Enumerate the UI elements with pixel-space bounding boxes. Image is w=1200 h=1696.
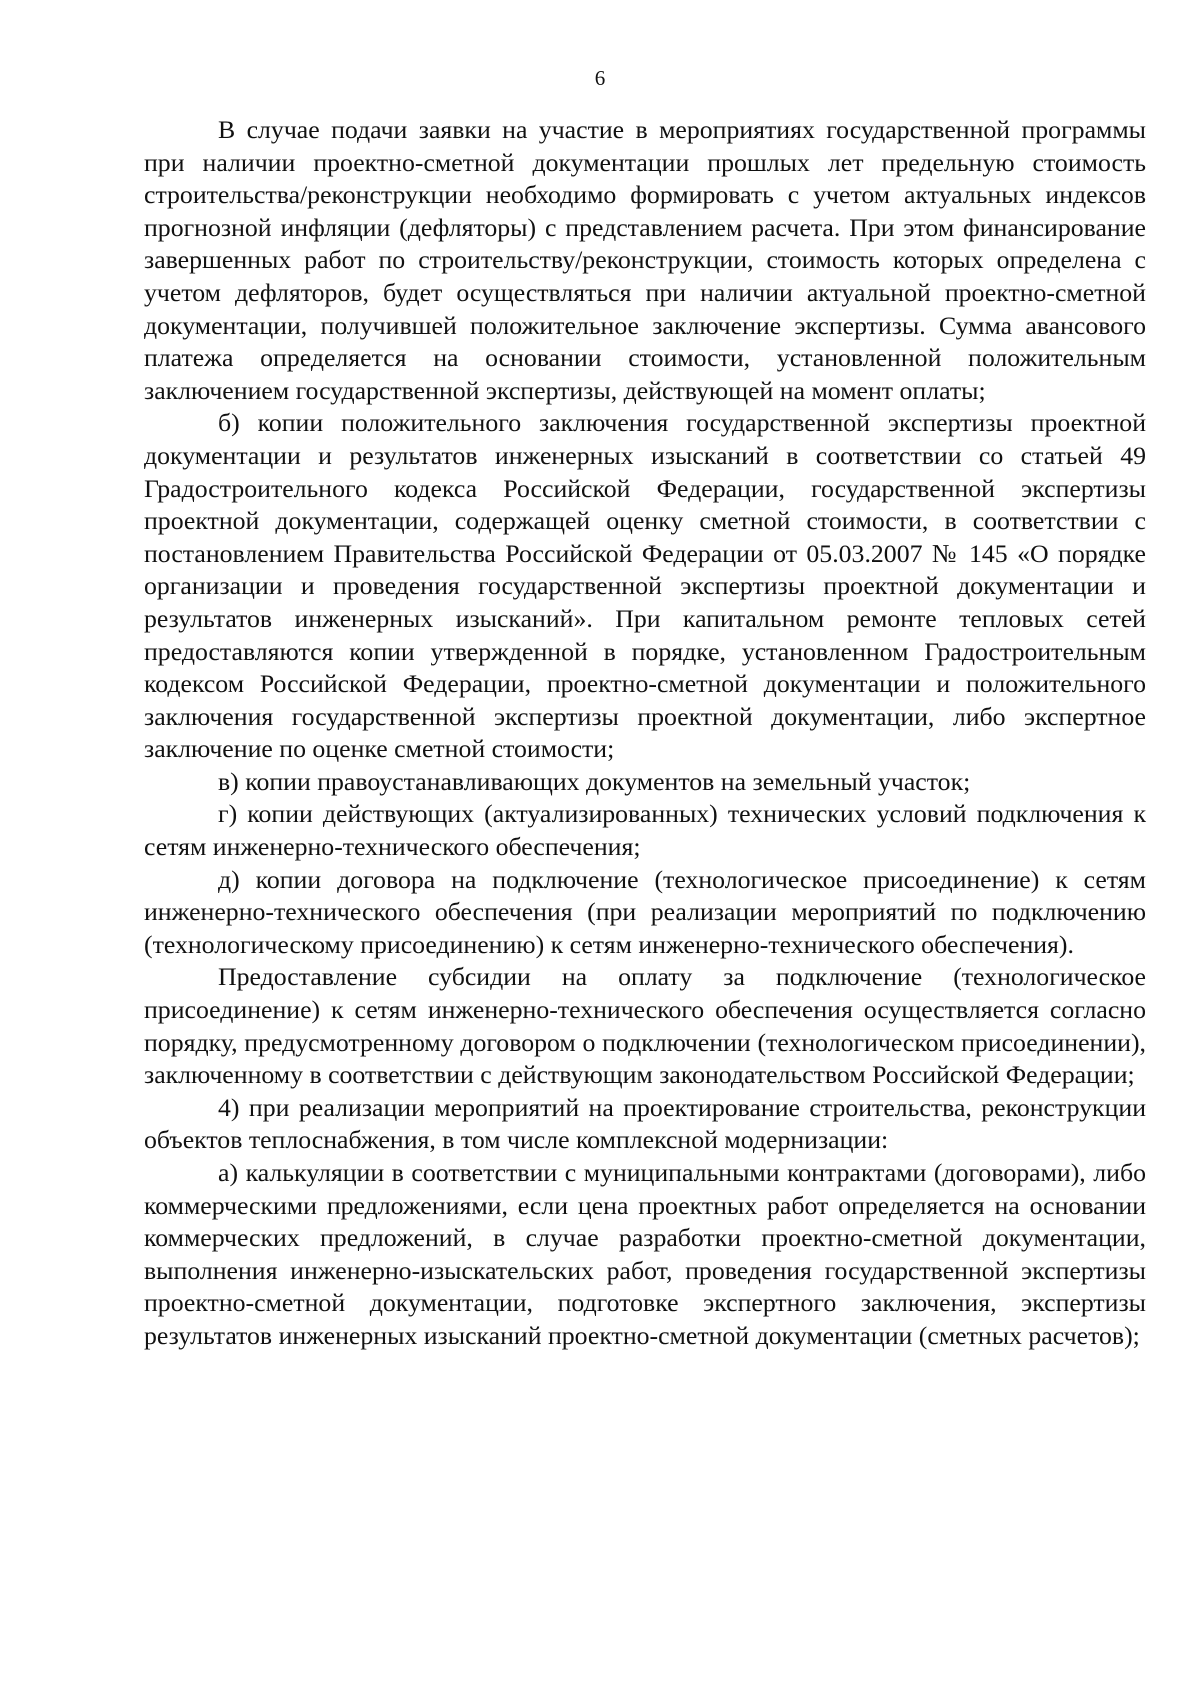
paragraph-item-d: д) копии договора на подключение (технологическое присоединение) к сетям инженерно-технического обеспечения (при реализации мероприятий по подключению (технологическому присоединению) к сетям инженерно-технического обеспечения).: [144, 864, 1146, 959]
page-number: 6: [594, 66, 606, 90]
paragraph-deflators: В случае подачи заявки на участие в мероприятиях государственной программы при наличии проектно-сметной документации прошлых лет предельную стоимость строительства/реконструкции необходимо формировать с учетом актуальных индексов прогнозной инфляции (дефляторы) с представлением расчета. При этом финансирование завершенных работ по строительству/реконструкции, стоимость которых определена с учетом дефляторов, будет осуществляться при наличии актуальной проектно-сметной документации, получившей положительное заключение экспертизы. Сумма авансового платежа определяется на основании стоимости, установленной положительным заключением государственной экспертизы, действующей на момент оплаты;: [144, 115, 1146, 405]
paragraph-item-v: в) копии правоустанавливающих документов на земельный участок;: [218, 766, 971, 796]
paragraph-subsidy: Предоставление субсидии на оплату за подключение (технологическое присоединение) к сетям инженерно-технического обеспечения осуществляется согласно порядку, предусмотренному договором о подключении (технологическом присоединении), заключенному в соответствии с действующим законодательством Российской Федерации;: [144, 962, 1146, 1090]
paragraph-item-b: б) копии положительного заключения государственной экспертизы проектной документации и результатов инженерных изысканий в соответствии со статьей 49 Градостроительного кодекса Российской Федерации, государственной экспертизы проектной документации, содержащей оценку сметной стоимости, в соответствии с постановлением Правительства Российской Федерации от 05.03.2007 № 145 «О порядке организации и проведения государственной экспертизы проектной документации и результатов инженерных изысканий». При капитальном ремонте тепловых сетей предоставляются копии утвержденной в порядке, установленном Градостроительным кодексом Российской Федерации, проектно-сметной документации и положительного заключения государственной экспертизы проектной документации, либо экспертное заключение по оценке сметной стоимости;: [144, 408, 1146, 764]
paragraph-item-4: 4) при реализации мероприятий на проектирование строительства, реконструкции объектов теплоснабжения, в том числе комплексной модернизации:: [144, 1092, 1146, 1155]
paragraph-item-g: г) копии действующих (актуализированных) технических условий подключения к сетям инженерно-технического обеспечения;: [144, 799, 1146, 862]
document-body: [144, 114, 1146, 1353]
paragraph-item-a: а) калькуляции в соответствии с муниципальными контрактами (договорами), либо коммерческими предложениями, если цена проектных работ определяется на основании коммерческих предложений, в случае разработки проектно-сметной документации, выполнения инженерно-изыскательских работ, проведения государственной экспертизы проектно-сметной документации, подготовке экспертного заключения, экспертизы результатов инженерных изысканий проектно-сметной документации (сметных расчетов);: [144, 1158, 1146, 1350]
